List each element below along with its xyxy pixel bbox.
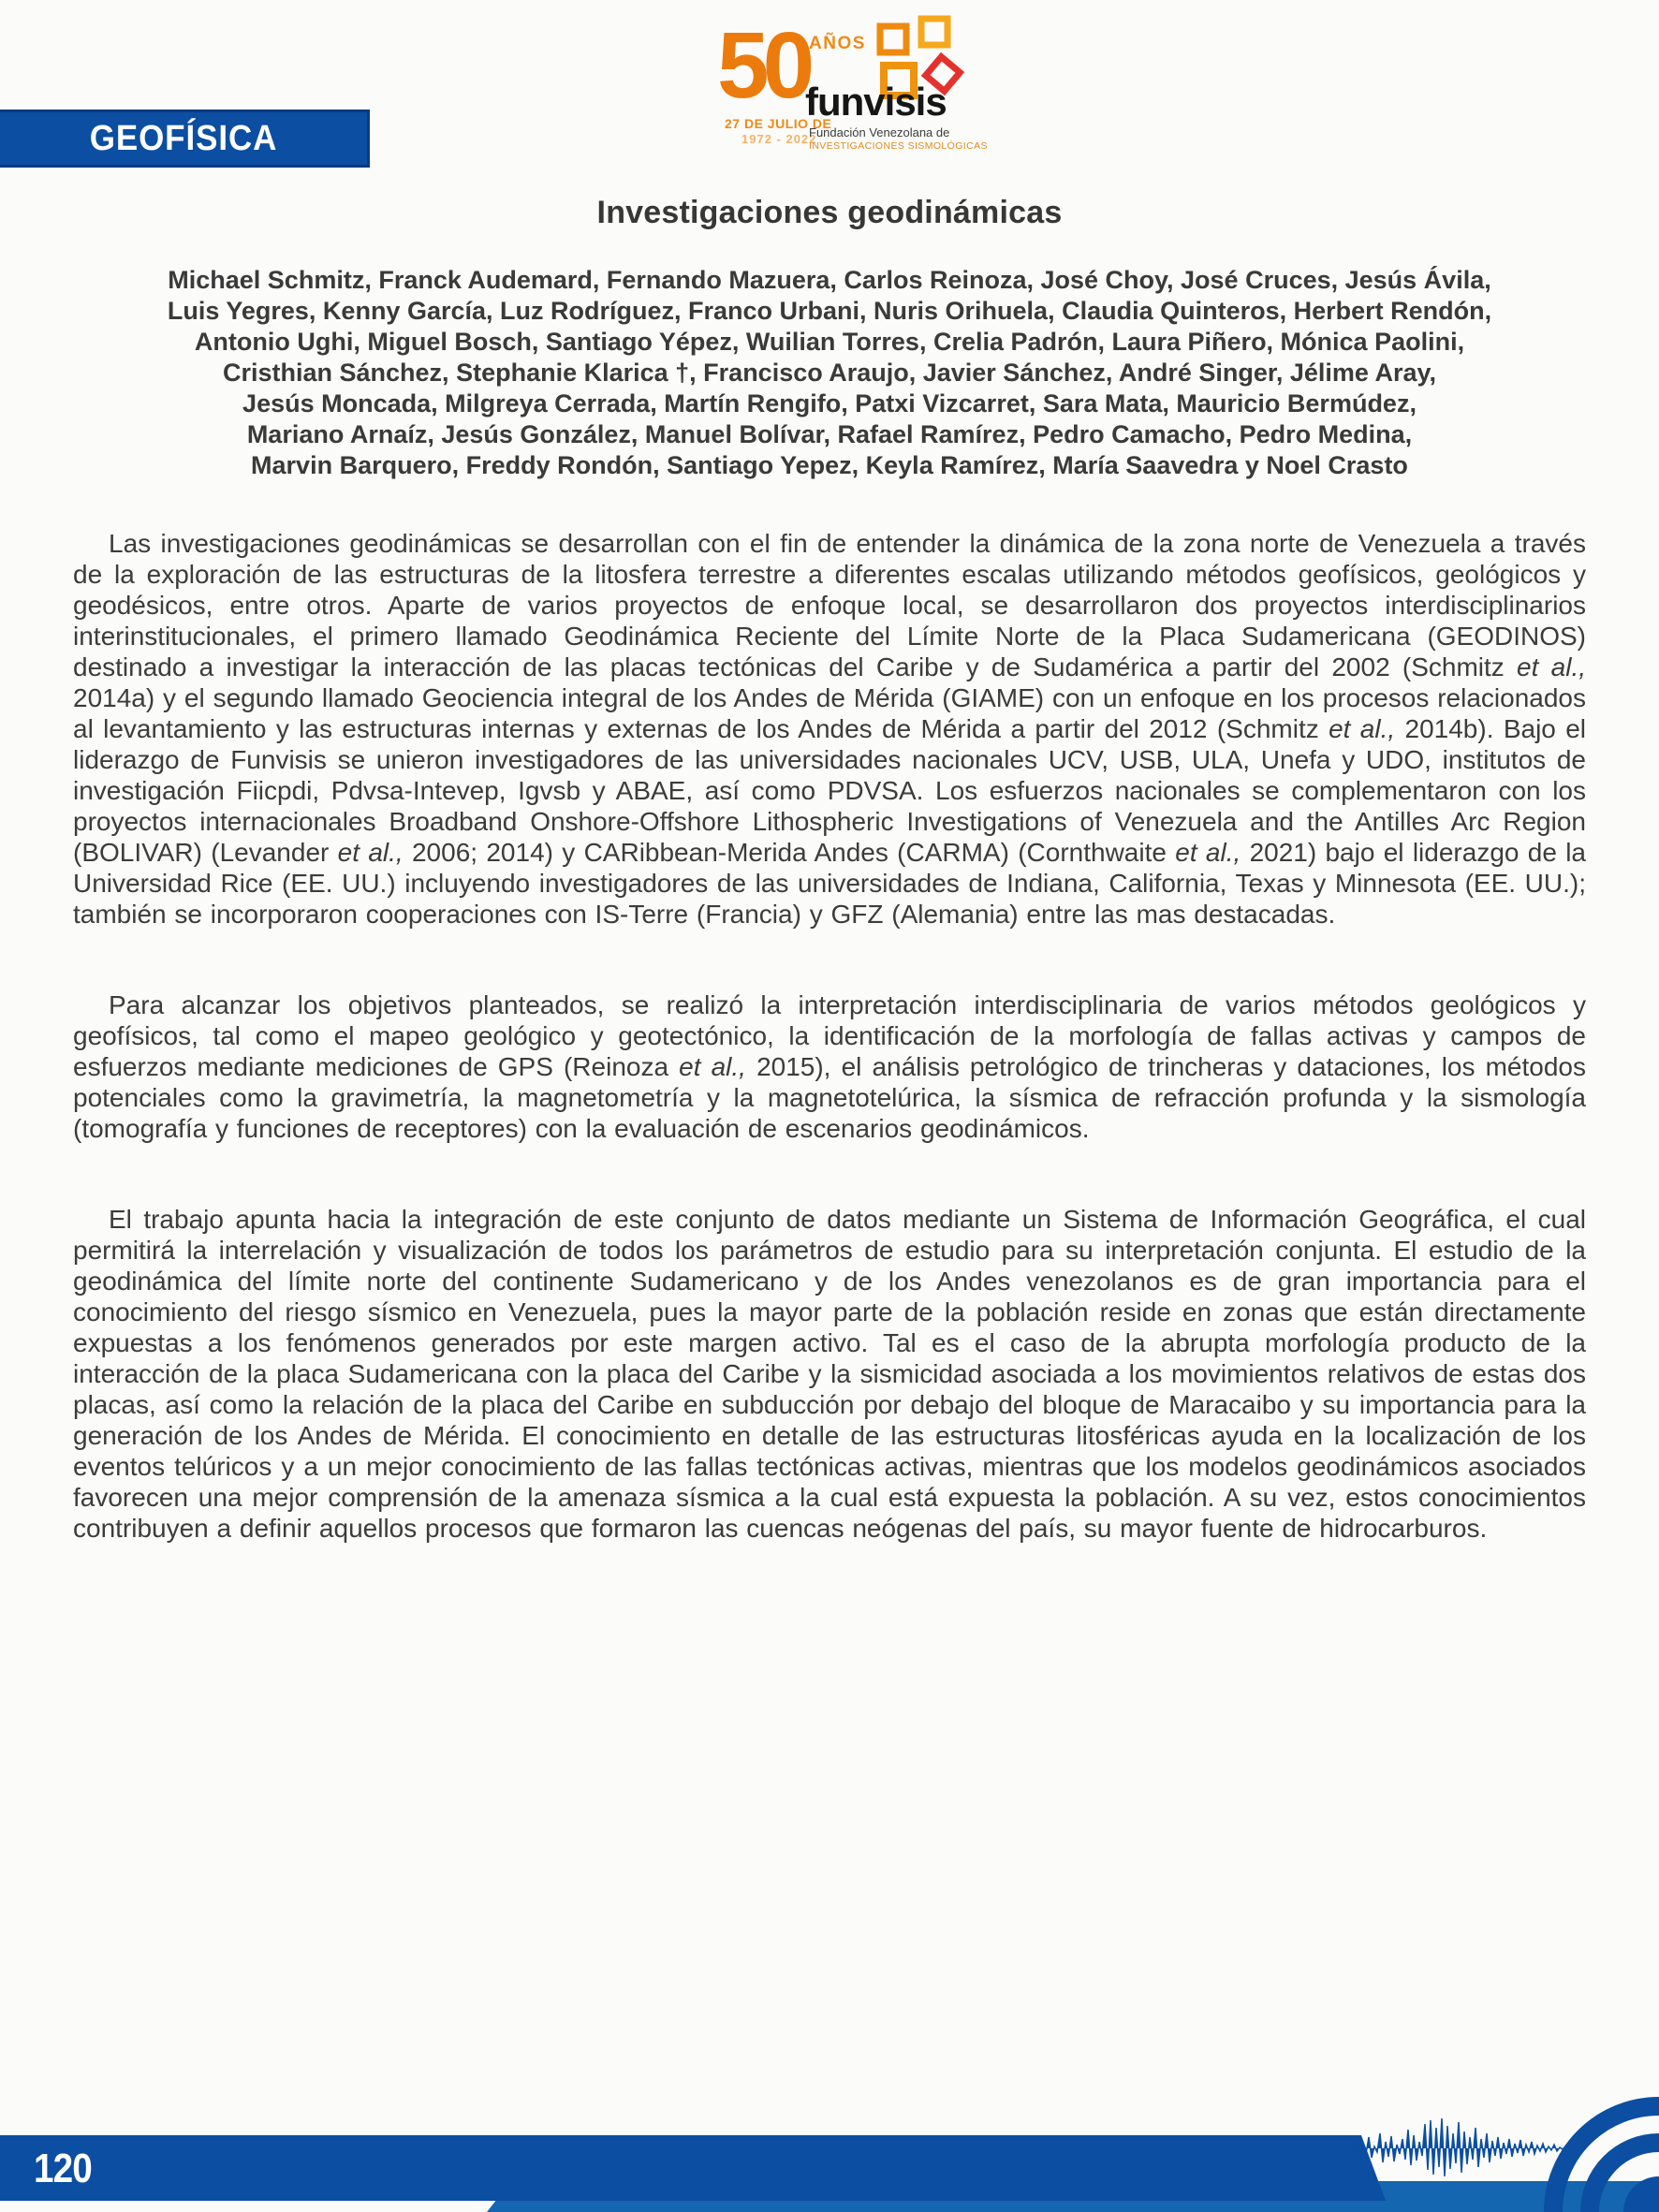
author-line: Marvin Barquero, Freddy Rondón, Santiago Yepez, Keyla Ramírez, María Saavedra y Noel Crasto <box>251 451 1408 479</box>
logo-50-number: 50 <box>717 13 809 118</box>
logo-date-line: 27 DE JULIO DE <box>725 116 832 131</box>
seismic-arcs-icon <box>1519 2072 1659 2212</box>
author-block <box>73 265 1586 481</box>
section-banner-label: GEOFÍSICA <box>89 118 278 158</box>
seismogram-waveform-icon <box>843 2111 1592 2190</box>
author-line: Jesús Moncada, Milgreya Cerrada, Martín Rengifo, Patxi Vizcarret, Sara Mata, Mauricio Bermúdez, <box>242 389 1417 417</box>
logo-org-line1: Fundación Venezolana de <box>809 125 950 139</box>
author-line: Michael Schmitz, Franck Audemard, Fernando Mazuera, Carlos Reinoza, José Choy, José Cruces, Jesús Ávila, <box>168 266 1491 294</box>
author-line: Mariano Arnaíz, Jesús González, Manuel Bolívar, Rafael Ramírez, Pedro Camacho, Pedro Medina, <box>246 420 1413 448</box>
logo-brand-text: funvisis <box>805 80 947 124</box>
logo-years-range: 1972 - 2022 <box>741 132 817 146</box>
paragraph-1: Las investigaciones geodinámicas se desarrollan con el fin de entender la dinámica de la zona norte de Venezuela a través de la exploración de las estructuras de la litosfera terrestre a diferentes escalas utilizando métodos geofísicos, geológicos y geodésicos, entre otros. Aparte de varios proyectos de enfoque local, se desarrollaron dos proyectos interdisciplinarios interinstitucionales, el primero llamado Geodinámica Reciente del Límite Norte de la Placa Sudamericana (GEODINOS) destinado a investigar la interacción de las placas tectónicas del Caribe y de Sudamérica a partir del 2002 (Schmitz et al., 2014a) y el segundo llamado Geociencia integral de los Andes de Mérida (GIAME) con un enfoque en los procesos relacionados al levantamiento y las estructuras internas y externas de los Andes de Mérida a partir del 2012 (Schmitz et al., 2014b). Bajo el liderazgo de Funvisis se unieron investigadores de las universidades nacionales UCV, USB, ULA, Unefa y UDO, institutos de investigación Fiicpdi, Pdvsa-Intevep, Igvsb y ABAE, así como PDVSA. Los esfuerzos nacionales se complementaron con los proyectos internacionales Broadband Onshore-Offshore Lithospheric Investigations of Venezuela and the Antilles Arc Region (BOLIVAR) (Levander et al., 2006; 2014) y CARibbean-Merida Andes (CARMA) (Cornthwaite et al., 2021) bajo el liderazgo de la Universidad Rice (EE. UU.) incluyendo investigadores de las universidades de Indiana, California, Texas y Minnesota (EE. UU.); también se incorporaron cooperaciones con IS-Terre (Francia) y GFZ (Alemania) entre las mas destacadas. <box>73 529 1587 929</box>
paragraph-2: Para alcanzar los objetivos planteados, se realizó la interpretación interdisciplinaria de varios métodos geológicos y geofísicos, tal como el mapeo geológico y geotectónico, la identificación de la morfología de fallas activas y campos de esfuerzos mediante mediciones de GPS (Reinoza et al., 2015), el análisis petrológico de trincheras y dataciones, los métodos potenciales como la gravimetría, la magnetometría y la magnetotelúrica, la sísmica de refracción profunda y la sismología (tomografía y funciones de receptores) con la evaluación de escenarios geodinámicos. <box>73 990 1587 1143</box>
article-title: Investigaciones geodinámicas <box>596 195 1063 230</box>
logo-org-line2: INVESTIGACIONES SISMOLÓGICAS <box>809 140 988 152</box>
author-line: Antonio Ughi, Miguel Bosch, Santiago Yépez, Wuilian Torres, Crelia Padrón, Laura Piñero, Mónica Paolini, <box>194 328 1465 356</box>
author-line: Cristhian Sánchez, Stephanie Klarica †, Francisco Araujo, Javier Sánchez, André Singer, Jélime Aray, <box>223 359 1436 387</box>
author-line: Luis Yegres, Kenny García, Luz Rodríguez, Franco Urbani, Nuris Orihuela, Claudia Quinteros, Herbert Rendón, <box>167 297 1492 325</box>
page-number: 120 <box>34 2146 92 2191</box>
logo-anos-label: AÑOS <box>809 34 866 53</box>
paragraph-3: El trabajo apunta hacia la integración de este conjunto de datos mediante un Sistema de Información Geográfica, el cual permitirá la interrelación y visualización de todos los parámetros de estudio para su interpretación conjunta. El estudio de la geodinámica del límite norte del continente Sudamericano y de los Andes venezolanos es de gran importancia para el conocimiento del riesgo sísmico en Venezuela, pues la mayor parte de la población reside en zonas que están directamente expuestas a los fenómenos generados por este margen activo. Tal es el caso de la abrupta morfología producto de la interacción de la placa Sudamericana con la placa del Caribe y la sismicidad asociada a los movimientos relativos de estas dos placas, así como la relación de la placa del Caribe en subducción por debajo del bloque de Maracaibo y su importancia para la generación de los Andes de Mérida. El conocimiento en detalle de las estructuras litosféricas ayuda en la localización de los eventos telúricos y a un mejor conocimiento de las fallas tectónicas activas, mientras que los modelos geodinámicos asociados favorecen una mejor comprensión de la amenaza sísmica a la cual está expuesta la población. A su vez, estos conocimientos contribuyen a definir aquellos procesos que formaron las cuencas neógenas del país, su mayor fuente de hidrocarburos. <box>73 1205 1586 1543</box>
